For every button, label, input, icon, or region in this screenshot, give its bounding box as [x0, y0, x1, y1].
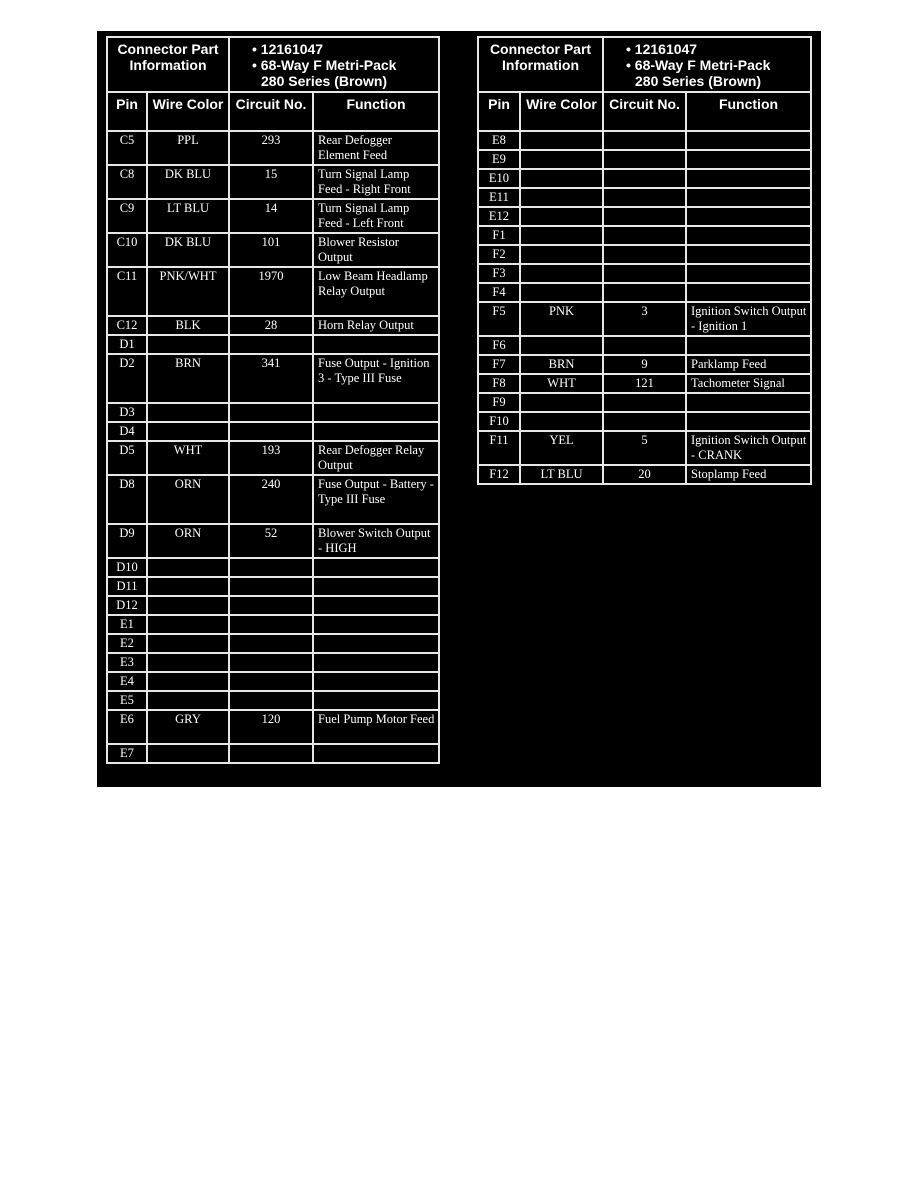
pin-cell: C12 [107, 316, 147, 335]
table-row [107, 653, 439, 672]
table-row [478, 207, 811, 226]
pin-cell: E9 [478, 150, 520, 169]
circuit-cell: 193 [229, 441, 313, 475]
circuit-cell [603, 336, 686, 355]
table-row [107, 403, 439, 422]
part-desc-line1: • 68-Way F Metri-Pack [252, 57, 397, 73]
table-row [107, 596, 439, 615]
connector-part-info [229, 37, 439, 92]
circuit-cell: 101 [229, 233, 313, 267]
pin-cell: E2 [107, 634, 147, 653]
wire-color-cell: WHT [520, 374, 603, 393]
circuit-cell: 341 [229, 354, 313, 403]
wire-color-cell [520, 150, 603, 169]
function-cell [686, 264, 811, 283]
column-header-row [107, 92, 439, 131]
pin-cell: C10 [107, 233, 147, 267]
circuit-cell: 9 [603, 355, 686, 374]
pin-cell: D10 [107, 558, 147, 577]
wire-color-cell [147, 634, 229, 653]
circuit-cell: 3 [603, 302, 686, 336]
pin-cell: E3 [107, 653, 147, 672]
table-row [107, 691, 439, 710]
circuit-cell: 28 [229, 316, 313, 335]
wire-color-cell: WHT [147, 441, 229, 475]
pin-cell: E8 [478, 131, 520, 150]
circuit-cell [603, 412, 686, 431]
right-table-body [478, 131, 811, 484]
function-cell [313, 577, 439, 596]
wire-color-cell [520, 393, 603, 412]
wire-color-cell: LT BLU [520, 465, 603, 484]
function-cell: Horn Relay Output [313, 316, 439, 335]
function-cell [313, 403, 439, 422]
function-cell: Ignition Switch Output - CRANK [686, 431, 811, 465]
table-row [478, 226, 811, 245]
table-row [478, 393, 811, 412]
table-row [478, 264, 811, 283]
function-cell [313, 615, 439, 634]
function-cell [686, 207, 811, 226]
table-row [478, 302, 811, 336]
wire-color-cell [520, 188, 603, 207]
function-cell: Fuse Output - Ignition 3 - Type III Fuse [313, 354, 439, 403]
function-cell [686, 245, 811, 264]
table-row [107, 475, 439, 524]
wire-color-cell: LT BLU [147, 199, 229, 233]
wire-color-cell [147, 653, 229, 672]
left-table-body [107, 131, 439, 763]
pin-cell: F2 [478, 245, 520, 264]
circuit-cell: 20 [603, 465, 686, 484]
circuit-cell [603, 245, 686, 264]
connector-info-row [107, 37, 439, 92]
function-cell [313, 653, 439, 672]
wire-color-cell [147, 672, 229, 691]
function-cell: Turn Signal Lamp Feed - Right Front [313, 165, 439, 199]
col-circuit: Circuit No. [229, 92, 313, 131]
circuit-cell [603, 150, 686, 169]
table-row [478, 188, 811, 207]
function-cell [686, 188, 811, 207]
circuit-cell [603, 131, 686, 150]
circuit-cell [229, 596, 313, 615]
wire-color-cell: PNK [520, 302, 603, 336]
function-cell: Blower Resistor Output [313, 233, 439, 267]
circuit-cell [229, 634, 313, 653]
table-row [478, 412, 811, 431]
pin-cell: E10 [478, 169, 520, 188]
table-row [478, 431, 811, 465]
wire-color-cell: GRY [147, 710, 229, 744]
pin-cell: D9 [107, 524, 147, 558]
function-cell: Rear Defogger Relay Output [313, 441, 439, 475]
pin-cell: D12 [107, 596, 147, 615]
circuit-cell [603, 188, 686, 207]
table-row [478, 169, 811, 188]
function-cell [686, 336, 811, 355]
pin-cell: F5 [478, 302, 520, 336]
pin-cell: F3 [478, 264, 520, 283]
part-desc-line2: 280 Series (Brown) [261, 73, 388, 89]
table-row [107, 335, 439, 354]
wire-color-cell: ORN [147, 524, 229, 558]
pin-cell: F6 [478, 336, 520, 355]
connector-info-label: Connector Part Information [478, 37, 603, 92]
function-cell [313, 558, 439, 577]
wire-color-cell: BRN [520, 355, 603, 374]
table-row [107, 233, 439, 267]
function-cell [313, 672, 439, 691]
function-cell: Turn Signal Lamp Feed - Left Front [313, 199, 439, 233]
wire-color-cell: ORN [147, 475, 229, 524]
circuit-cell [229, 335, 313, 354]
connector-part-info [603, 37, 811, 92]
wire-color-cell [147, 558, 229, 577]
table-row [107, 165, 439, 199]
wire-color-cell [520, 264, 603, 283]
pin-cell: F10 [478, 412, 520, 431]
wire-color-cell [520, 245, 603, 264]
pin-cell: E6 [107, 710, 147, 744]
wire-color-cell [520, 336, 603, 355]
circuit-cell [603, 169, 686, 188]
pin-cell: D1 [107, 335, 147, 354]
pin-cell: F7 [478, 355, 520, 374]
table-row [478, 465, 811, 484]
function-cell [313, 691, 439, 710]
pin-cell: E1 [107, 615, 147, 634]
function-cell: Ignition Switch Output - Ignition 1 [686, 302, 811, 336]
circuit-cell [229, 577, 313, 596]
function-cell [686, 169, 811, 188]
table-row [478, 374, 811, 393]
function-cell: Fuse Output - Battery - Type III Fuse [313, 475, 439, 524]
wire-color-cell: BRN [147, 354, 229, 403]
wire-color-cell: DK BLU [147, 233, 229, 267]
function-cell [686, 226, 811, 245]
table-row [107, 131, 439, 165]
table-row [478, 150, 811, 169]
wire-color-cell: BLK [147, 316, 229, 335]
wire-color-cell [520, 412, 603, 431]
function-cell [313, 634, 439, 653]
pin-cell: C8 [107, 165, 147, 199]
connector-info-label: Connector Part Information [107, 37, 229, 92]
wire-color-cell [147, 335, 229, 354]
pin-cell: D5 [107, 441, 147, 475]
wire-color-cell: PNK/WHT [147, 267, 229, 316]
circuit-cell: 293 [229, 131, 313, 165]
table-row [107, 316, 439, 335]
pin-cell: C5 [107, 131, 147, 165]
circuit-cell [229, 615, 313, 634]
circuit-cell: 121 [603, 374, 686, 393]
table-row [107, 558, 439, 577]
function-cell [313, 422, 439, 441]
circuit-cell [603, 226, 686, 245]
table-row [107, 199, 439, 233]
table-row [107, 354, 439, 403]
circuit-cell: 1970 [229, 267, 313, 316]
pin-cell: C9 [107, 199, 147, 233]
col-wire-color: Wire Color [147, 92, 229, 131]
function-cell [686, 150, 811, 169]
pin-cell: E7 [107, 744, 147, 763]
circuit-cell: 5 [603, 431, 686, 465]
wire-color-cell [520, 226, 603, 245]
part-desc-line2: 280 Series (Brown) [635, 73, 762, 89]
col-function: Function [313, 92, 439, 131]
circuit-cell: 240 [229, 475, 313, 524]
circuit-cell [603, 264, 686, 283]
part-number: • 12161047 [626, 41, 698, 57]
function-cell [686, 131, 811, 150]
table-row [107, 422, 439, 441]
wire-color-cell: DK BLU [147, 165, 229, 199]
col-pin: Pin [478, 92, 520, 131]
table-row [478, 283, 811, 302]
function-cell: Fuel Pump Motor Feed [313, 710, 439, 744]
col-pin: Pin [107, 92, 147, 131]
wire-color-cell [520, 207, 603, 226]
circuit-cell [229, 422, 313, 441]
wire-color-cell [147, 422, 229, 441]
connector-table-left [106, 36, 440, 764]
circuit-cell: 15 [229, 165, 313, 199]
wire-color-cell [147, 615, 229, 634]
wire-color-cell: PPL [147, 131, 229, 165]
wire-color-cell [147, 744, 229, 763]
pin-cell: E12 [478, 207, 520, 226]
function-cell: Rear Defogger Element Feed [313, 131, 439, 165]
circuit-cell [229, 653, 313, 672]
table-row [107, 615, 439, 634]
pin-cell: D3 [107, 403, 147, 422]
connector-info-row [478, 37, 811, 92]
pin-cell: F4 [478, 283, 520, 302]
table-row [107, 441, 439, 475]
wire-color-cell [147, 403, 229, 422]
table-row [107, 710, 439, 744]
wire-color-cell [520, 169, 603, 188]
function-cell: Stoplamp Feed [686, 465, 811, 484]
wire-color-cell [147, 577, 229, 596]
pin-cell: F12 [478, 465, 520, 484]
table-row [107, 577, 439, 596]
column-header-row [478, 92, 811, 131]
table-row [107, 744, 439, 763]
pin-cell: E5 [107, 691, 147, 710]
table-row [478, 336, 811, 355]
table-row [107, 524, 439, 558]
circuit-cell [229, 558, 313, 577]
circuit-cell [229, 744, 313, 763]
function-cell [686, 412, 811, 431]
function-cell: Blower Switch Output - HIGH [313, 524, 439, 558]
col-function: Function [686, 92, 811, 131]
part-desc-line1: • 68-Way F Metri-Pack [626, 57, 771, 73]
pin-cell: D11 [107, 577, 147, 596]
col-wire-color: Wire Color [520, 92, 603, 131]
pin-cell: F1 [478, 226, 520, 245]
function-cell [686, 393, 811, 412]
table-row [107, 267, 439, 316]
pin-cell: D8 [107, 475, 147, 524]
pin-cell: E4 [107, 672, 147, 691]
circuit-cell [603, 207, 686, 226]
part-number: • 12161047 [252, 41, 324, 57]
table-row [107, 672, 439, 691]
wire-color-cell [147, 596, 229, 615]
function-cell: Low Beam Headlamp Relay Output [313, 267, 439, 316]
function-cell [686, 283, 811, 302]
function-cell [313, 744, 439, 763]
table-row [478, 245, 811, 264]
pin-cell: C11 [107, 267, 147, 316]
circuit-cell [603, 393, 686, 412]
pin-cell: F11 [478, 431, 520, 465]
wire-color-cell [520, 283, 603, 302]
circuit-cell [229, 691, 313, 710]
circuit-cell [603, 283, 686, 302]
connector-table-right [477, 36, 812, 485]
function-cell: Parklamp Feed [686, 355, 811, 374]
circuit-cell [229, 672, 313, 691]
function-cell [313, 335, 439, 354]
circuit-cell: 52 [229, 524, 313, 558]
function-cell: Tachometer Signal [686, 374, 811, 393]
table-row [478, 131, 811, 150]
wire-color-cell: YEL [520, 431, 603, 465]
table-row [107, 634, 439, 653]
pin-cell: D4 [107, 422, 147, 441]
col-circuit: Circuit No. [603, 92, 686, 131]
wire-color-cell [520, 131, 603, 150]
circuit-cell: 120 [229, 710, 313, 744]
circuit-cell: 14 [229, 199, 313, 233]
table-row [478, 355, 811, 374]
pin-cell: E11 [478, 188, 520, 207]
pin-cell: F8 [478, 374, 520, 393]
circuit-cell [229, 403, 313, 422]
pin-cell: D2 [107, 354, 147, 403]
function-cell [313, 596, 439, 615]
pin-cell: F9 [478, 393, 520, 412]
wire-color-cell [147, 691, 229, 710]
